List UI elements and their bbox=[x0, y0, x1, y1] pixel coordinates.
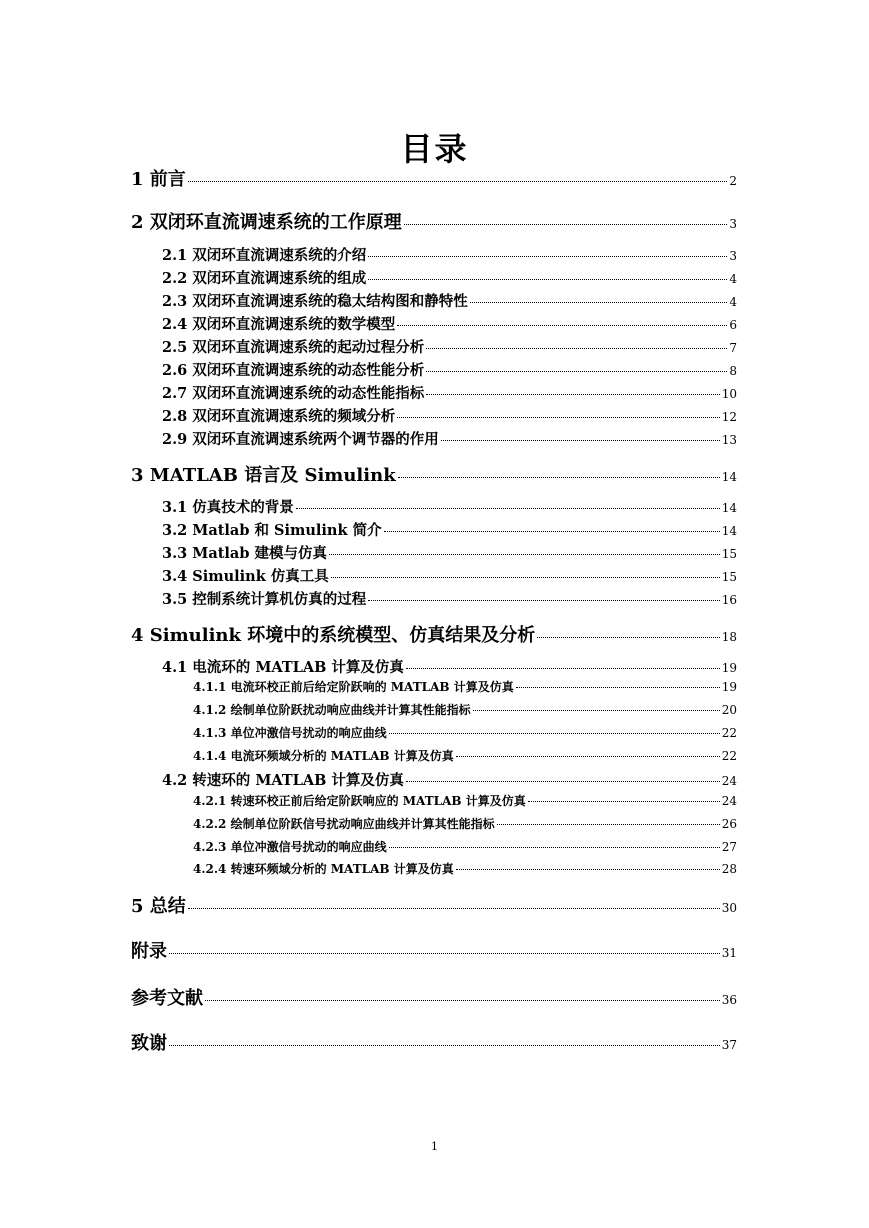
toc-entry-title: 4.2.2 绘制单位阶跃信号扰动响应曲线并计算其性能指标 bbox=[193, 817, 495, 831]
toc-entry[interactable] bbox=[162, 382, 737, 403]
toc-dot-leader bbox=[205, 1000, 720, 1001]
toc-entry-title: 附录 bbox=[131, 941, 167, 962]
toc-entry-page: 26 bbox=[721, 817, 737, 831]
toc-entry[interactable] bbox=[162, 405, 737, 426]
toc-entry-page: 22 bbox=[721, 749, 737, 763]
toc-dot-leader bbox=[368, 256, 727, 257]
toc-entry[interactable] bbox=[131, 208, 737, 234]
toc-entry[interactable] bbox=[162, 313, 737, 334]
toc-entry-page: 22 bbox=[721, 726, 737, 740]
page-title: 目录 bbox=[400, 130, 469, 169]
toc-entry-title: 2.3 双闭环直流调速系统的稳太结构图和静特性 bbox=[162, 293, 468, 310]
toc-entry-page: 24 bbox=[721, 794, 737, 808]
toc-entry[interactable] bbox=[193, 838, 737, 855]
toc-entry[interactable] bbox=[193, 860, 737, 877]
toc-entry[interactable] bbox=[162, 588, 737, 609]
toc-entry-title: 2.5 双闭环直流调速系统的起动过程分析 bbox=[162, 339, 425, 356]
toc-entry-title: 4.1.1 电流环校正前后给定阶跃响的 MATLAB 计算及仿真 bbox=[193, 680, 514, 694]
toc-entry-title: 2 双闭环直流调速系统的工作原理 bbox=[131, 212, 402, 233]
toc-dot-leader bbox=[188, 181, 728, 182]
toc-entry-title: 3.4 Simulink 仿真工具 bbox=[162, 568, 329, 585]
toc-dot-leader bbox=[398, 477, 720, 478]
toc-entry[interactable] bbox=[131, 1029, 737, 1055]
toc-entry-page: 14 bbox=[721, 470, 737, 484]
toc-entry-title: 4.1 电流环的 MATLAB 计算及仿真 bbox=[162, 659, 404, 676]
toc-dot-leader bbox=[169, 1045, 720, 1046]
toc-entry-title: 4.2.3 单位冲激信号扰动的响应曲线 bbox=[193, 840, 387, 854]
toc-entry[interactable] bbox=[162, 336, 737, 357]
toc-dot-leader bbox=[404, 224, 728, 225]
toc-entry-page: 30 bbox=[721, 901, 737, 915]
toc-entry-title: 3 MATLAB 语言及 Simulink bbox=[131, 465, 396, 486]
toc-dot-leader bbox=[406, 668, 720, 669]
toc-entry[interactable] bbox=[162, 428, 737, 449]
toc-dot-leader bbox=[426, 371, 727, 372]
toc-entry[interactable] bbox=[131, 461, 737, 487]
toc-dot-leader bbox=[397, 417, 719, 418]
toc-entry-title: 3.1 仿真技术的背景 bbox=[162, 499, 294, 516]
toc-entry[interactable] bbox=[131, 165, 737, 191]
toc-dot-leader bbox=[406, 781, 720, 782]
toc-dot-leader bbox=[389, 733, 720, 734]
toc-entry[interactable] bbox=[193, 701, 737, 718]
toc-entry-page: 10 bbox=[721, 387, 737, 401]
toc-entry[interactable] bbox=[162, 565, 737, 586]
toc-dot-leader bbox=[470, 302, 728, 303]
toc-dot-leader bbox=[331, 577, 720, 578]
toc-entry-title: 3.3 Matlab 建模与仿真 bbox=[162, 545, 328, 562]
toc-entry-page: 37 bbox=[721, 1038, 737, 1052]
toc-entry-title: 2.1 双闭环直流调速系统的介绍 bbox=[162, 247, 367, 264]
toc-entry[interactable] bbox=[162, 496, 737, 517]
toc-entry[interactable] bbox=[162, 359, 737, 380]
toc-entry-title: 1 前言 bbox=[131, 169, 186, 190]
toc-entry-title: 2.4 双闭环直流调速系统的数学模型 bbox=[162, 316, 396, 333]
toc-entry[interactable] bbox=[193, 678, 737, 695]
toc-entry-page: 15 bbox=[721, 547, 737, 561]
toc-entry-title: 4.2.1 转速环校正前后给定阶跃响应的 MATLAB 计算及仿真 bbox=[193, 794, 526, 808]
toc-entry[interactable] bbox=[162, 519, 737, 540]
toc-entry-page: 16 bbox=[721, 593, 737, 607]
toc-entry[interactable] bbox=[162, 244, 737, 265]
toc-entry[interactable] bbox=[131, 892, 737, 918]
toc-entry-page: 3 bbox=[729, 217, 737, 231]
toc-entry-title: 2.9 双闭环直流调速系统两个调节器的作用 bbox=[162, 431, 439, 448]
toc-dot-leader bbox=[441, 440, 720, 441]
toc-entry[interactable] bbox=[131, 984, 737, 1010]
toc-entry-title: 4.2 转速环的 MATLAB 计算及仿真 bbox=[162, 772, 404, 789]
toc-dot-leader bbox=[516, 687, 720, 688]
toc-entry[interactable] bbox=[162, 290, 737, 311]
toc-entry-page: 13 bbox=[721, 433, 737, 447]
toc-entry-page: 2 bbox=[729, 174, 737, 188]
toc-dot-leader bbox=[368, 600, 719, 601]
toc-entry-page: 28 bbox=[721, 862, 737, 876]
toc-entry-title: 4.2.4 转速环频域分析的 MATLAB 计算及仿真 bbox=[193, 862, 454, 876]
toc-entry-page: 8 bbox=[729, 364, 737, 378]
toc-entry[interactable] bbox=[162, 542, 737, 563]
toc-entry-page: 14 bbox=[721, 524, 737, 538]
toc-dot-leader bbox=[426, 394, 719, 395]
toc-dot-leader bbox=[497, 824, 720, 825]
toc-entry-page: 31 bbox=[721, 946, 737, 960]
toc-dot-leader bbox=[169, 953, 720, 954]
toc-dot-leader bbox=[368, 279, 727, 280]
toc-entry[interactable] bbox=[162, 769, 737, 790]
toc-entry[interactable] bbox=[193, 724, 737, 741]
toc-dot-leader bbox=[384, 531, 720, 532]
toc-dot-leader bbox=[296, 508, 720, 509]
toc-entry-title: 3.2 Matlab 和 Simulink 简介 bbox=[162, 522, 382, 539]
toc-entry-title: 4.1.2 绘制单位阶跃扰动响应曲线并计算其性能指标 bbox=[193, 703, 471, 717]
toc-entry[interactable] bbox=[162, 267, 737, 288]
toc-entry[interactable] bbox=[131, 621, 737, 647]
toc-entry-page: 6 bbox=[729, 318, 737, 332]
toc-entry-page: 4 bbox=[729, 272, 737, 286]
toc-dot-leader bbox=[528, 801, 720, 802]
toc-entry-title: 2.8 双闭环直流调速系统的频域分析 bbox=[162, 408, 396, 425]
toc-dot-leader bbox=[188, 908, 720, 909]
toc-entry-page: 36 bbox=[721, 993, 737, 1007]
toc-entry-page: 15 bbox=[721, 570, 737, 584]
page-number: 1 bbox=[431, 1140, 438, 1153]
toc-entry[interactable] bbox=[193, 747, 737, 764]
toc-entry-title: 4 Simulink 环境中的系统模型、仿真结果及分析 bbox=[131, 625, 536, 646]
toc-entry-page: 4 bbox=[729, 295, 737, 309]
toc-entry-title: 3.5 控制系统计算机仿真的过程 bbox=[162, 591, 367, 608]
toc-entry-title: 2.2 双闭环直流调速系统的组成 bbox=[162, 270, 367, 287]
toc-entry-title: 4.1.3 单位冲激信号扰动的响应曲线 bbox=[193, 726, 387, 740]
toc-entry-title: 5 总结 bbox=[131, 896, 186, 917]
toc-dot-leader bbox=[537, 637, 719, 638]
toc-entry-page: 3 bbox=[729, 249, 737, 263]
toc-entry-page: 20 bbox=[721, 703, 737, 717]
toc-entry-page: 19 bbox=[721, 661, 737, 675]
toc-entry[interactable] bbox=[193, 815, 737, 832]
toc-entry-page: 24 bbox=[721, 774, 737, 788]
toc-entry-page: 7 bbox=[729, 341, 737, 355]
toc-dot-leader bbox=[397, 325, 727, 326]
toc-dot-leader bbox=[389, 847, 720, 848]
toc-entry-title: 参考文献 bbox=[131, 988, 203, 1009]
toc-entry[interactable] bbox=[193, 792, 737, 809]
toc-entry-title: 2.7 双闭环直流调速系统的动态性能指标 bbox=[162, 385, 425, 402]
toc-entry-page: 18 bbox=[721, 630, 737, 644]
toc-dot-leader bbox=[473, 710, 720, 711]
toc-dot-leader bbox=[456, 869, 720, 870]
toc-entry-page: 14 bbox=[721, 501, 737, 515]
toc-dot-leader bbox=[329, 554, 720, 555]
toc-entry-title: 致谢 bbox=[131, 1033, 167, 1054]
toc-entry-page: 19 bbox=[721, 680, 737, 694]
toc-entry[interactable] bbox=[162, 656, 737, 677]
toc-dot-leader bbox=[456, 756, 720, 757]
toc-entry-title: 2.6 双闭环直流调速系统的动态性能分析 bbox=[162, 362, 425, 379]
toc-entry-page: 12 bbox=[721, 410, 737, 424]
toc-entry-title: 4.1.4 电流环频域分析的 MATLAB 计算及仿真 bbox=[193, 749, 454, 763]
toc-dot-leader bbox=[426, 348, 727, 349]
toc-entry[interactable] bbox=[131, 937, 737, 963]
toc-entry-page: 27 bbox=[721, 840, 737, 854]
